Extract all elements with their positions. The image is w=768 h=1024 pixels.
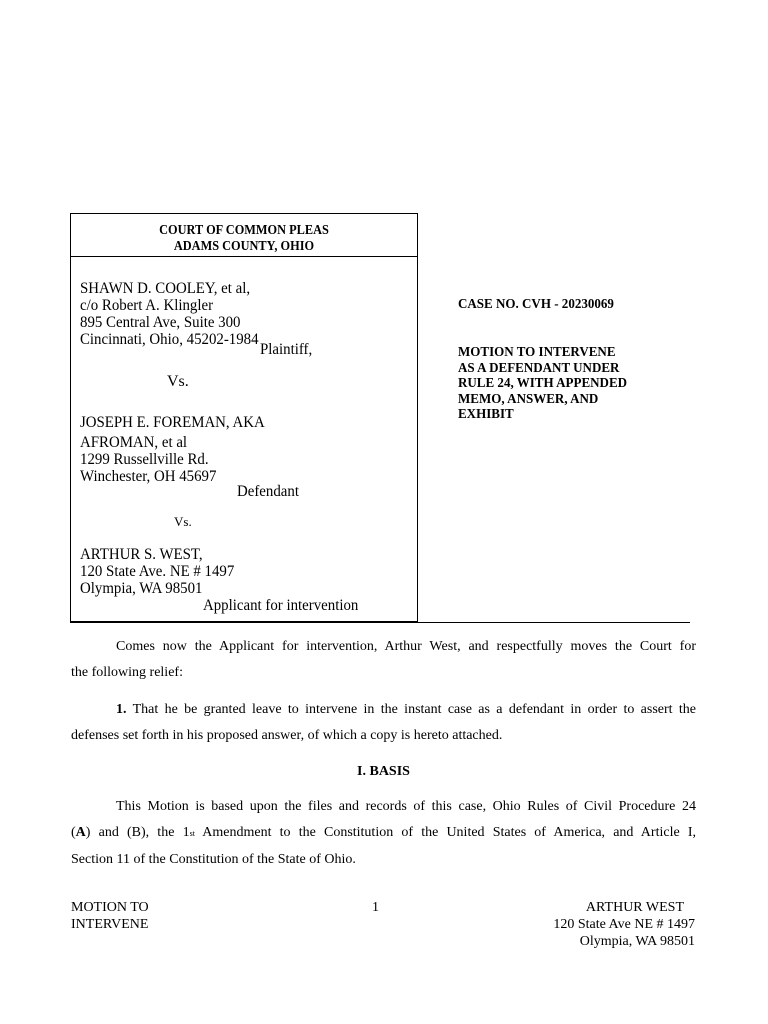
court-header	[71, 214, 417, 257]
versus-label-2: Vs.	[174, 514, 192, 529]
item1-line-2: defenses set forth in his proposed answer, of which a copy is hereto attached.	[71, 728, 503, 743]
plaintiff-addr1: c/o Robert A. Klingler	[80, 297, 214, 314]
applicant-name: ARTHUR S. WEST,	[80, 546, 203, 563]
defendant-block	[80, 414, 279, 485]
defendant-addr2: Winchester, OH 45697	[80, 468, 217, 485]
section-heading: I. BASIS	[357, 764, 410, 779]
basis-paragraph	[71, 794, 696, 873]
caption-box	[70, 213, 418, 622]
page-number: 1	[372, 900, 379, 915]
court-county: ADAMS COUNTY, OHIO	[173, 239, 315, 254]
plaintiff-block	[80, 280, 272, 348]
relief-item-1	[71, 697, 696, 749]
item1-line-1: 1. That he be granted leave to intervene in the instant case as a defendant in order to assert the	[116, 702, 696, 717]
case-number: CASE NO. CVH - 20230069	[458, 297, 614, 312]
plaintiff-name: SHAWN D. COOLEY, et al,	[80, 280, 251, 297]
basis-line-1: This Motion is based upon the files and records of this case, Ohio Rules of Civil Procedure 24	[116, 799, 696, 814]
superscript-st: st	[189, 829, 195, 838]
applicant-role: Applicant for intervention	[203, 597, 359, 614]
versus-label: Vs.	[167, 373, 189, 390]
applicant-block	[80, 546, 246, 597]
caption-underline	[70, 622, 690, 623]
item1-number: 1.	[116, 702, 127, 717]
basis-line-2: (A) and (B), the 1st Amendment to the Constitution of the United States of America, and Article I,	[71, 825, 696, 840]
applicant-addr1: 120 State Ave. NE # 1497	[80, 563, 235, 580]
plaintiff-role: Plaintiff,	[260, 341, 313, 358]
intro-paragraph	[71, 634, 696, 686]
plaintiff-addr2: 895 Central Ave, Suite 300	[80, 314, 241, 331]
applicant-addr2: Olympia, WA 98501	[80, 580, 203, 597]
defendant-role: Defendant	[237, 483, 299, 500]
intro-line-2: the following relief:	[71, 665, 183, 680]
defendant-name2: AFROMAN, et al	[80, 434, 188, 451]
footer-left: MOTION TO INTERVENE	[71, 900, 149, 932]
motion-title: MOTION TO INTERVENE AS A DEFENDANT UNDER RULE 24, WITH APPENDED MEMO, ANSWER, AND EXHIBIT	[458, 345, 628, 422]
basis-line-3: Section 11 of the Constitution of the State of Ohio.	[71, 852, 356, 867]
defendant-name1: JOSEPH E. FOREMAN, AKA	[80, 414, 265, 431]
footer-right: ARTHUR WEST 120 State Ave NE # 1497 Olympia, WA 98501	[553, 900, 695, 949]
court-name: COURT OF COMMON PLEAS	[159, 223, 329, 238]
intro-line-1: Comes now the Applicant for intervention, Arthur West, and respectfully moves the Court for	[116, 639, 696, 654]
defendant-addr1: 1299 Russellville Rd.	[80, 451, 209, 468]
plaintiff-addr3: Cincinnati, Ohio, 45202-1984	[80, 331, 259, 348]
